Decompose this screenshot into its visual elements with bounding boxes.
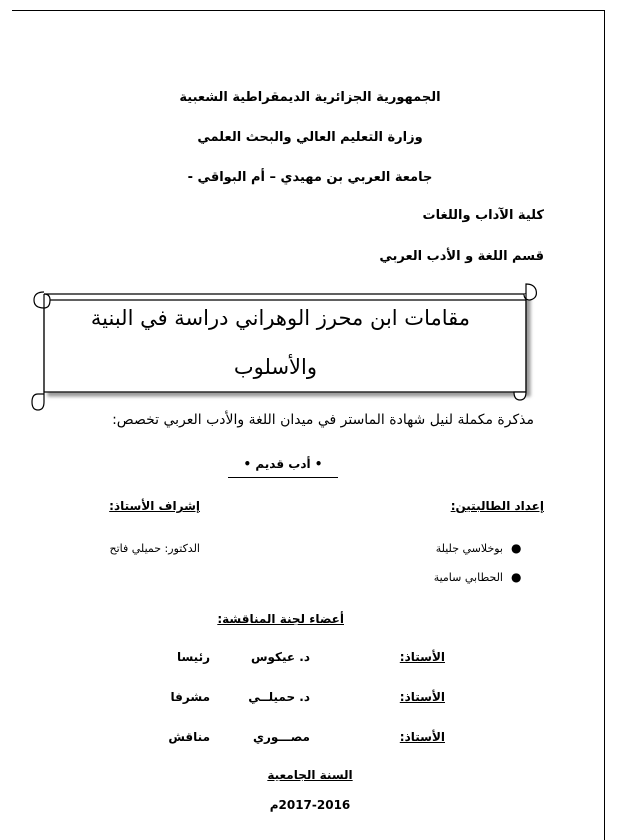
specialty-underline xyxy=(228,477,338,478)
university-heading: جامعة العربي بن مهيدي – أم البواقي - xyxy=(187,170,433,185)
supervisor-heading: إشراف الأستاذ: xyxy=(109,499,200,513)
republic-heading: الجمهورية الجزائرية الديمقراطية الشعبية xyxy=(179,90,441,105)
bullet-icon: ● xyxy=(511,570,522,584)
committee-name-1: د. عيكوس xyxy=(250,650,310,664)
committee-title-1: الأستاذ: xyxy=(399,650,445,664)
academic-years: 2017-2016م xyxy=(269,798,351,812)
committee-name-2: د. حميلــي xyxy=(248,690,310,704)
thesis-subtitle: مذكرة مكملة لنيل شهادة الماستر في ميدان اللغة والأدب العربي تخصص: xyxy=(112,412,534,428)
thesis-title-line2: والأسلوب xyxy=(233,355,317,379)
committee-role-1: رئيسا xyxy=(176,650,210,664)
ministry-heading: وزارة التعليم العالي والبحث العلمي xyxy=(197,130,423,145)
committee-title-2: الأستاذ: xyxy=(399,690,445,704)
committee-title-3: الأستاذ: xyxy=(399,730,445,744)
supervisor-name: الدكتور: حميلي فاتح xyxy=(109,542,200,555)
academic-year-label: السنة الجامعية xyxy=(267,768,353,782)
thesis-title-line1: مقامات ابن محرز الوهراني دراسة في البنية xyxy=(90,306,470,330)
specialty-label: • أدب قديم • xyxy=(243,457,323,471)
page-border-top xyxy=(12,10,605,11)
student-name-2: الحطابي سامية xyxy=(433,571,503,584)
committee-name-3: مصـــوري xyxy=(253,730,310,744)
bullet-icon: ● xyxy=(511,541,522,555)
department-label: قسم اللغة و الأدب العربي xyxy=(379,249,544,264)
committee-role-2: مشرفا xyxy=(170,690,210,704)
faculty-label: كلية الآداب واللغات xyxy=(422,208,544,223)
scroll-banner xyxy=(30,282,540,412)
committee-role-3: مناقش xyxy=(168,730,210,744)
student-name-1: بوخلاسي جليلة xyxy=(435,542,503,555)
students-heading: إعداد الطالبتين: xyxy=(450,499,544,513)
committee-heading: أعضاء لجنة المناقشة: xyxy=(217,612,344,626)
